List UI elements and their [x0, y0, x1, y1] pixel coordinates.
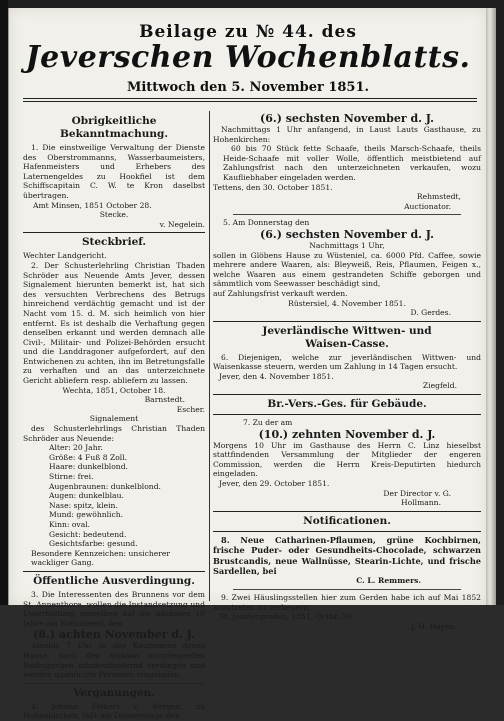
- description-line: Besondere Kennzeichen: unsicherer wackliger Gang.: [31, 548, 170, 568]
- notice-1-signature-1: Stecke.: [99, 210, 129, 220]
- auction-4-signature: Rehmstedt,: [416, 192, 461, 202]
- notification-9-text: 9. Zwei Häuslingsstellen hier zum Gerden habe ich auf Mai 1852 anzutreten zu verheuern.: [213, 593, 481, 612]
- fire-insurance-place: Jever, den 29. October 1851.: [219, 479, 330, 489]
- widows-fund-signature: Ziegfeld.: [422, 381, 457, 391]
- auction-5-date: (6.) sechsten November d. J.: [260, 227, 434, 241]
- section-title-widows-fund-2: Waisen-Casse.: [305, 337, 389, 350]
- description-line: Gesicht: bedeutend.: [49, 529, 127, 539]
- auction-5-signature: D. Gerdes.: [410, 308, 451, 318]
- separator: [213, 394, 481, 395]
- separator: [233, 214, 461, 215]
- auction-4-role: Auctionator.: [404, 201, 451, 211]
- widows-fund-place: Jever, den 4. November 1851.: [219, 371, 334, 381]
- separator: [213, 531, 481, 532]
- auction-4-time: Nachmittags 1 Uhr anfangend, in Laust Lauts Gasthause, zu Hohenkirchen:: [213, 125, 481, 144]
- notification-9-signature: J. H. Hayen.: [411, 621, 457, 631]
- auction-4-text: 4. Johann Folkers v. Bergen, zu Hohenkirchen, läßt am Donnerstage den: [23, 701, 205, 721]
- description-line: Augenbraunen: dunkelblond.: [49, 481, 161, 491]
- warrant-text: 2. Der Schusterlehrling Christian Thaden Schröder aus Neuende Amts Jever, dessen Signalement hierunten bemerkt ist, hat sich des versuchten Verbrechens des Betrugs hinreichend verdächtig gemacht und ist der Nacht vom 15. d. M. sich heimlich von hier entfernt. Es ist deshalb die Verhaftung gegen denselben erkannt und werden demnach alle Civil-, Militair- und Polizei-Behörden ersucht und die Landdragoner aufgefordert, auf den Entwichenen zu achten, ihn im Betretungsfalle zu verhaften und an das unterzeichnete Gericht abliefern resp. abliefern zu lassen.: [23, 260, 205, 386]
- section-title-widows-fund: Jeverländische Wittwen- und: [262, 324, 432, 337]
- auction-5-text: sollen in Glöbens Hause zu Wüsteniel, ca. 6000 Pfd. Caffee, sowie mehrere andere Waaren, als: Bleyweiß, Reis, Pflaumen, Feigen x., welche Waaren aus einem gestrandeten Schiffe geborgen und sämmtlich vom Seewasser beschädigt sind,: [213, 250, 481, 289]
- description-line: Gesichtsfarbe: gesund.: [49, 539, 138, 549]
- separator: [23, 683, 205, 684]
- tender-text-2: Abends 7 Uhr in des Kaufmanns Arens Hause, nach den alsdann vorzulegenden Bedingungen mindestfordernd verdingen und werden qualificirte Personen eingeladen.: [23, 641, 205, 680]
- separator: [213, 511, 481, 512]
- auction-5-intro: 5. Am Donnerstag den: [223, 218, 310, 228]
- notice-1-text: 1. Die einstweilige Verwaltung der Dienste des Oberstrommanns, Wasserbaumeisters, Hafenmeisters und Erhebers des Laternengeldes zu Hookfiel ist dem Schiffscapitain C. W. te Kron daselbst übertragen.: [23, 143, 205, 200]
- fire-insurance-signature: Der Director v. G.: [383, 488, 451, 498]
- section-title-notifications: Notificationen.: [303, 514, 391, 527]
- newspaper-title: Jeverschen Wochenblatts.: [25, 40, 471, 75]
- fire-insurance-intro: 7. Zu der am: [243, 418, 293, 428]
- warrant-signature-1: Barnstedt.: [144, 395, 185, 405]
- supplement-line: Beilage zu № 44. des: [139, 22, 357, 42]
- fire-insurance-text: Morgens 10 Uhr im Gasthause des Herrn C. Linz hieselbst stattfindenden Versammlung der Mitglieder der engeren Commission, werden die Herrn Kreis-Deputirten hiedurch eingeladen.: [213, 440, 481, 479]
- description-line: Mund: gewöhnlich.: [49, 510, 124, 520]
- description-line: Stirne: frei.: [49, 472, 94, 481]
- auction-4-date: (6.) sechsten November d. J.: [260, 112, 434, 125]
- warrant-signature-2: Escher.: [176, 404, 205, 414]
- column-divider: [209, 111, 210, 601]
- description-line: Größe: 4 Fuß 8 Zoll.: [49, 452, 128, 462]
- notification-8-text: 8. Neue Catharinen-Pflaumen, grüne Kochbirnen, frische Puder- oder Gesundheits-Chocolade, schwarzen Brustcandis, neue Wallnüsse, Stearin-Lichte, und frische Sardellen, bei: [213, 534, 481, 577]
- auction-4-goods: 60 bis 70 Stück fette Schaafe, theils Marsch-Schaafe, theils Heide-Schaafe mit voller Wolle, öffentlich meistbietend auf Zahlungsfrist nach den unterzeichneten verkaufen, wozu Kaufliebhaber eingeladen werden.: [223, 144, 481, 182]
- auction-5-place: Rüstersiel, 4. November 1851.: [288, 298, 406, 308]
- auction-4-place: Tettens, den 30. October 1851.: [213, 182, 333, 192]
- tender-date: (8.) achten November d. J.: [33, 628, 195, 642]
- section-title-fire-insurance: Br.-Vers.-Ges. für Gebäude.: [267, 398, 427, 411]
- section-title-warrant: Steckbrief.: [81, 236, 147, 249]
- fire-insurance-date: (10.) zehnten November d. J.: [258, 427, 436, 441]
- notice-1-place: Amt Minsen, 1851 October 28.: [33, 200, 152, 210]
- description-line: Nase: spitz, klein.: [49, 500, 118, 510]
- description-title: Signalement: [89, 414, 139, 424]
- description-line: Haare: dunkelblond.: [49, 462, 128, 472]
- warrant-place: Wechta, 1851, October 18.: [62, 385, 166, 395]
- page-edge: [486, 8, 496, 605]
- fire-insurance-signature-2: Hollmann.: [401, 498, 441, 508]
- scan-shadow: [0, 0, 8, 605]
- separator: [233, 589, 461, 590]
- description-intro: des Schusterlehrlings Christian Thaden Schröder aus Neuende:: [23, 424, 205, 443]
- separator: [213, 414, 481, 415]
- section-title-official: Obrigkeitliche Bekanntmachung.: [60, 115, 168, 140]
- warrant-court: Wechter Landgericht.: [23, 251, 107, 261]
- auction-5-time: Nachmittags 1 Uhr,: [309, 240, 385, 250]
- separator: [23, 571, 205, 572]
- left-column: [23, 112, 205, 721]
- tender-text: 3. Die Interessenten des Brunnens vor dem St. Annenthore, wollen die Instandsetzung und Unterhaltung desselben auf die nächsten 10 Jahre am Sonnabend, den: [23, 589, 205, 628]
- header-rule-top: [23, 98, 477, 99]
- right-column: [213, 112, 481, 631]
- auction-5-text-2: auf Zahlungsfrist verkauft werden.: [213, 288, 348, 298]
- separator: [23, 232, 205, 233]
- newspaper-page: [8, 8, 487, 721]
- notification-9-place: St. Joostergroden, 1851, Octbr. 30.: [219, 612, 354, 622]
- description-line: Kinn: oval.: [49, 519, 91, 529]
- section-title-auctions: Verganungen.: [73, 686, 155, 699]
- description-line: Augen: dunkelblau.: [49, 491, 124, 501]
- issue-date: Mittwoch den 5. November 1851.: [126, 80, 370, 95]
- header-rule-bottom: [23, 101, 477, 102]
- separator: [213, 321, 481, 322]
- description-line: Alter: 20 Jahr.: [49, 443, 103, 453]
- widows-fund-text: 6. Diejenigen, welche zur jeverländischen Wittwen- und Waisenkasse steuern, werden um Zahlung in 14 Tagen ersucht.: [213, 352, 481, 372]
- notification-8-signature: C. L. Remmers.: [356, 576, 421, 586]
- notice-1-signature-2: v. Negelein.: [159, 219, 205, 229]
- section-title-tender: Öffentliche Ausverdingung.: [33, 574, 195, 587]
